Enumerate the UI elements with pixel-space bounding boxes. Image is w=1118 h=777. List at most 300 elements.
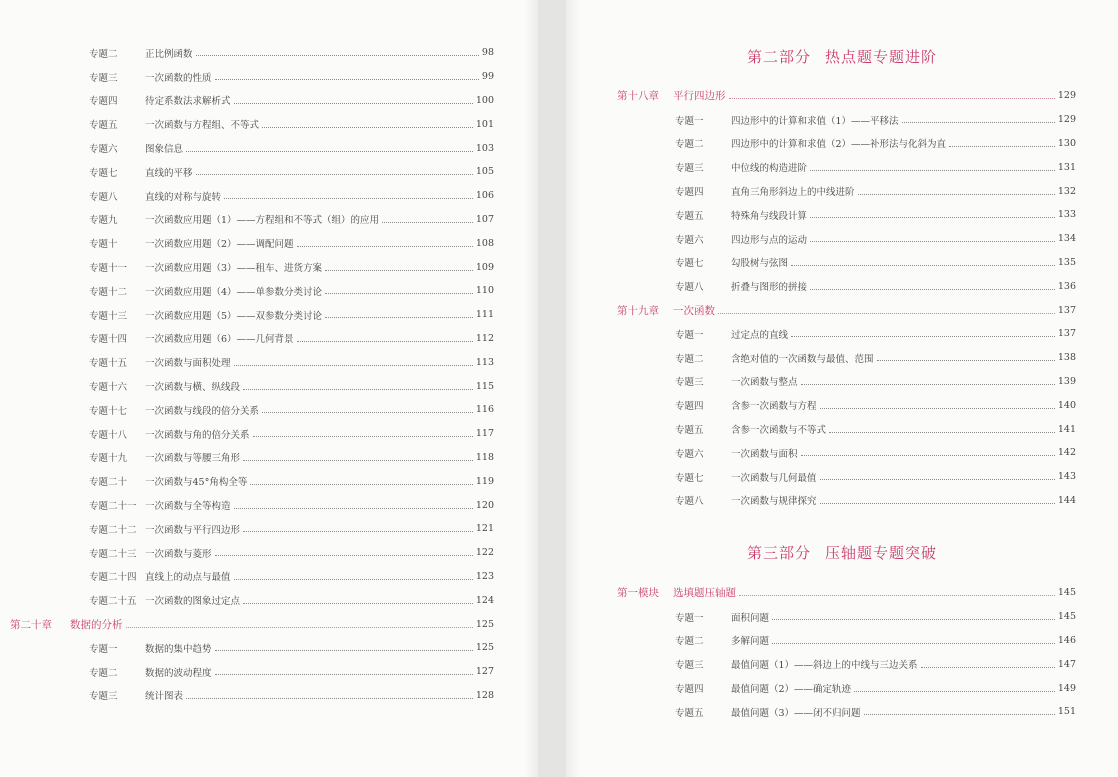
toc-entry-number: 专题二十二	[89, 524, 137, 536]
toc-entry-title: 一次函数	[673, 304, 715, 317]
toc-entry-title: 含参一次函数与不等式	[731, 425, 827, 437]
toc-entry-label	[89, 379, 240, 393]
toc-entry-number: 专题五	[675, 210, 704, 222]
toc-topic-row	[566, 441, 1118, 465]
dot-leader	[234, 508, 473, 509]
toc-entry-number: 专题八	[89, 191, 118, 203]
toc-entry-title: 多解问题	[731, 636, 770, 648]
toc-entry-label	[675, 470, 817, 484]
toc-page-number: 141	[1057, 423, 1076, 435]
toc-entry-label	[89, 308, 322, 322]
toc-entry-title: 特殊角与线段计算	[731, 210, 808, 222]
toc-page-number: 115	[475, 380, 494, 392]
toc-page-number: 147	[1057, 658, 1076, 670]
toc-entry-label	[617, 585, 736, 600]
dot-leader	[215, 674, 473, 675]
toc-entry-label	[89, 403, 259, 417]
toc-topic-row	[0, 112, 538, 136]
toc-entry-label	[89, 593, 240, 607]
toc-page-number: 113	[475, 356, 494, 368]
toc-entry-label	[675, 398, 817, 412]
toc-entry-label	[675, 351, 874, 365]
toc-entry-title: 一次函数的图象过定点	[145, 596, 241, 608]
toc-list-part3	[566, 581, 1118, 724]
toc-page-number: 122	[475, 547, 494, 559]
toc-topic-row	[566, 700, 1118, 724]
toc-topic-row	[0, 41, 538, 65]
dot-leader	[949, 146, 1055, 147]
toc-entry-number: 专题四	[675, 401, 704, 413]
toc-entry-title: 一次函数应用题（4）——单参数分类讨论	[145, 286, 323, 298]
toc-entry-title: 直线的对称与旋转	[145, 191, 222, 203]
dot-leader	[234, 365, 473, 366]
toc-entry-number: 专题三	[89, 691, 118, 703]
dot-leader	[810, 217, 1055, 218]
dot-leader	[253, 436, 473, 437]
toc-entry-label	[89, 355, 231, 369]
toc-page-number: 107	[475, 213, 494, 225]
dot-leader	[791, 336, 1055, 337]
toc-page-number: 140	[1057, 399, 1076, 411]
toc-page-number: 132	[1057, 185, 1076, 197]
toc-entry-number: 专题七	[89, 167, 118, 179]
toc-topic-row	[0, 160, 538, 184]
toc-entry-label	[675, 633, 769, 647]
toc-topic-row	[566, 179, 1118, 203]
toc-entry-title: 一次函数应用题（2）——调配问题	[145, 239, 294, 251]
toc-entry-title: 一次函数与全等构造	[145, 501, 231, 513]
toc-page-number: 129	[1057, 114, 1076, 126]
toc-entry-title: 平行四边形	[673, 90, 726, 103]
dot-leader	[902, 122, 1055, 123]
toc-list-part2	[566, 84, 1118, 512]
toc-page-number: 138	[1057, 352, 1076, 364]
toc-entry-number: 专题十五	[89, 358, 128, 370]
toc-page-number: 124	[475, 594, 494, 606]
dot-leader	[243, 531, 473, 532]
toc-entry-number: 专题二十一	[89, 501, 137, 513]
dot-leader	[196, 174, 473, 175]
toc-entry-number: 专题八	[675, 282, 704, 294]
toc-topic-row	[0, 89, 538, 113]
toc-entry-title: 直线的平移	[145, 167, 193, 179]
dot-leader	[801, 384, 1055, 385]
toc-entry-number: 专题一	[675, 329, 704, 341]
toc-entry-number: 专题二十四	[89, 572, 137, 584]
toc-entry-label	[675, 610, 769, 624]
toc-entry-title: 最值问题（3）——闭不归问题	[731, 707, 861, 719]
dot-leader	[820, 503, 1055, 504]
toc-entry-title: 一次函数与整点	[731, 377, 798, 389]
toc-entry-title: 一次函数与平行四边形	[145, 524, 241, 536]
left-page	[0, 0, 538, 777]
toc-page-number: 125	[475, 618, 494, 630]
dot-leader	[820, 479, 1055, 480]
dot-leader	[297, 246, 473, 247]
toc-chapter-row	[566, 581, 1118, 605]
toc-entry-number: 专题四	[675, 684, 704, 696]
toc-page-number: 133	[1057, 209, 1076, 221]
toc-entry-number: 专题六	[89, 144, 118, 156]
toc-entry-number: 第十八章	[617, 90, 659, 103]
part-title: 第三部分	[746, 544, 811, 562]
toc-entry-title: 最值问题（1）——斜边上的中线与三边关系	[731, 660, 918, 672]
toc-entry-number: 专题十八	[89, 429, 128, 441]
dot-leader	[772, 619, 1055, 620]
toc-entry-number: 专题七	[675, 258, 704, 270]
toc-page-number: 118	[475, 451, 494, 463]
toc-entry-number: 专题二	[675, 139, 704, 151]
toc-entry-title: 一次函数应用题（3）——租车、进货方案	[145, 263, 323, 275]
toc-topic-row	[566, 203, 1118, 227]
toc-entry-title: 一次函数与面积	[731, 448, 798, 460]
toc-entry-label	[10, 617, 123, 632]
toc-topic-row	[0, 469, 538, 493]
toc-entry-number: 专题三	[675, 163, 704, 175]
toc-entry-number: 专题二	[675, 353, 704, 365]
dot-leader	[739, 595, 1055, 596]
toc-page-number: 137	[1057, 328, 1076, 340]
dot-leader	[215, 79, 479, 80]
toc-topic-row	[0, 208, 538, 232]
toc-page-number: 108	[475, 237, 494, 249]
toc-page-number: 128	[475, 689, 494, 701]
toc-topic-row	[566, 393, 1118, 417]
dot-leader	[729, 98, 1055, 99]
toc-list-left	[0, 41, 538, 707]
toc-entry-title: 一次函数与等腰三角形	[145, 453, 241, 465]
toc-entry-label	[89, 546, 212, 560]
toc-entry-number: 专题一	[89, 643, 118, 655]
toc-entry-title: 一次函数与规律探究	[731, 496, 817, 508]
toc-page-number: 105	[475, 166, 494, 178]
dot-leader	[801, 455, 1055, 456]
toc-page-number: 98	[481, 47, 494, 59]
dot-leader	[215, 650, 473, 651]
toc-entry-label	[89, 569, 231, 583]
dot-leader	[810, 241, 1055, 242]
toc-entry-label	[89, 474, 247, 488]
toc-entry-number: 专题二	[89, 667, 118, 679]
toc-topic-row	[0, 184, 538, 208]
toc-entry-label	[89, 141, 183, 155]
toc-topic-row	[0, 684, 538, 708]
toc-topic-row	[566, 465, 1118, 489]
toc-entry-number: 专题七	[675, 472, 704, 484]
toc-topic-row	[566, 417, 1118, 441]
dot-leader	[234, 579, 473, 580]
toc-topic-row	[0, 374, 538, 398]
dot-leader	[126, 627, 473, 628]
dot-leader	[250, 484, 473, 485]
toc-entry-number: 第二十章	[10, 618, 52, 631]
toc-entry-title: 四边形中的计算和求值（2）——补形法与化斜为直	[731, 139, 947, 151]
toc-entry-title: 一次函数与方程组、不等式	[145, 120, 260, 132]
toc-entry-number: 专题六	[675, 448, 704, 460]
toc-page-number: 111	[475, 309, 494, 321]
toc-entry-number: 专题二十五	[89, 596, 137, 608]
toc-entry-label	[675, 184, 855, 198]
toc-entry-title: 数据的集中趋势	[145, 643, 212, 655]
toc-entry-number: 专题十六	[89, 382, 128, 394]
toc-entry-label	[675, 113, 899, 127]
toc-entry-label	[89, 260, 322, 274]
toc-entry-label	[89, 117, 259, 131]
toc-entry-label	[89, 212, 379, 226]
toc-entry-label	[617, 303, 715, 318]
toc-page-number: 121	[475, 523, 494, 535]
toc-page-number: 100	[475, 94, 494, 106]
toc-entry-title: 含参一次函数与方程	[731, 401, 817, 413]
toc-entry-label	[617, 88, 726, 103]
toc-topic-row	[0, 636, 538, 660]
toc-entry-number: 专题五	[675, 707, 704, 719]
toc-entry-title: 数据的波动程度	[145, 667, 212, 679]
toc-topic-row	[566, 251, 1118, 275]
part-heading-3	[566, 542, 1118, 563]
toc-entry-number: 专题四	[675, 187, 704, 199]
dot-leader	[829, 432, 1055, 433]
toc-entry-number: 专题二十	[89, 477, 128, 489]
dot-leader	[921, 667, 1055, 668]
toc-page-number: 131	[1057, 161, 1076, 173]
toc-topic-row	[566, 346, 1118, 370]
toc-entry-title: 正比例函数	[145, 48, 193, 60]
toc-entry-title: 一次函数应用题（6）——几何背景	[145, 334, 294, 346]
toc-topic-row	[566, 155, 1118, 179]
toc-page-number: 139	[1057, 375, 1076, 387]
dot-leader	[854, 691, 1055, 692]
toc-topic-row	[0, 255, 538, 279]
dot-leader	[243, 603, 473, 604]
toc-page-number: 151	[1057, 706, 1076, 718]
toc-entry-label	[89, 46, 193, 60]
dot-leader	[215, 555, 473, 556]
toc-entry-title: 折叠与图形的拼接	[731, 282, 808, 294]
toc-entry-title: 一次函数应用题（1）——方程组和不等式（组）的应用	[145, 215, 380, 227]
dot-leader	[382, 222, 473, 223]
toc-entry-title: 含绝对值的一次函数与最值、范围	[731, 353, 874, 365]
toc-entry-number: 专题五	[675, 425, 704, 437]
part-subtitle: 热点题专题进阶	[825, 48, 938, 66]
toc-page-number: 145	[1057, 611, 1076, 623]
toc-page-number: 123	[475, 570, 494, 582]
toc-topic-row	[0, 65, 538, 89]
toc-entry-label	[89, 284, 322, 298]
toc-page-number: 146	[1057, 634, 1076, 646]
part-subtitle: 压轴题专题突破	[825, 544, 938, 562]
toc-topic-row	[566, 274, 1118, 298]
toc-entry-number: 专题三	[675, 660, 704, 672]
toc-topic-row	[566, 227, 1118, 251]
dot-leader	[810, 289, 1055, 290]
toc-topic-row	[0, 660, 538, 684]
toc-entry-label	[89, 189, 221, 203]
toc-entry-number: 专题十二	[89, 286, 128, 298]
toc-entry-number: 专题三	[675, 377, 704, 389]
toc-chapter-row	[0, 612, 538, 636]
dot-leader	[297, 341, 473, 342]
toc-topic-row	[566, 676, 1118, 700]
toc-entry-title: 待定系数法求解析式	[145, 96, 231, 108]
toc-topic-row	[0, 350, 538, 374]
toc-entry-label	[89, 165, 193, 179]
toc-page-number: 144	[1057, 494, 1076, 506]
toc-entry-label	[89, 641, 212, 655]
toc-page-number: 99	[481, 71, 494, 83]
toc-page-number: 101	[475, 118, 494, 130]
toc-entry-label	[675, 493, 817, 507]
toc-entry-number: 专题十九	[89, 453, 128, 465]
toc-topic-row	[0, 493, 538, 517]
dot-leader	[810, 170, 1055, 171]
toc-entry-label	[675, 255, 788, 269]
toc-entry-label	[675, 374, 798, 388]
toc-topic-row	[0, 588, 538, 612]
toc-page-number: 149	[1057, 682, 1076, 694]
toc-entry-number: 专题二	[675, 636, 704, 648]
toc-entry-number: 专题二十三	[89, 548, 137, 560]
toc-entry-number: 专题八	[675, 496, 704, 508]
right-page	[566, 0, 1118, 777]
toc-entry-title: 一次函数与角的倍分关系	[145, 429, 250, 441]
toc-entry-label	[675, 446, 798, 460]
toc-page-number: 117	[475, 428, 494, 440]
toc-entry-title: 面积问题	[731, 612, 770, 624]
toc-entry-label	[675, 705, 861, 719]
dot-leader	[772, 643, 1055, 644]
dot-leader	[325, 293, 473, 294]
toc-entry-number: 专题三	[89, 72, 118, 84]
dot-leader	[243, 460, 473, 461]
toc-entry-number: 专题四	[89, 96, 118, 108]
toc-entry-title: 统计图表	[145, 691, 184, 703]
dot-leader	[325, 270, 473, 271]
toc-chapter-row	[566, 84, 1118, 108]
toc-topic-row	[0, 327, 538, 351]
toc-entry-label	[89, 236, 294, 250]
toc-entry-title: 数据的分析	[70, 618, 123, 631]
toc-entry-label	[675, 136, 946, 150]
toc-page-number: 135	[1057, 256, 1076, 268]
toc-topic-row	[0, 422, 538, 446]
dot-leader	[196, 55, 479, 56]
toc-entry-title: 一次函数的性质	[145, 72, 212, 84]
toc-entry-label	[675, 327, 788, 341]
toc-entry-number: 专题五	[89, 120, 118, 132]
toc-entry-number: 专题十一	[89, 263, 128, 275]
dot-leader	[234, 103, 473, 104]
toc-topic-row	[566, 370, 1118, 394]
toc-page-number: 103	[475, 142, 494, 154]
toc-entry-number: 专题一	[675, 115, 704, 127]
toc-entry-title: 一次函数与菱形	[145, 548, 212, 560]
toc-topic-row	[566, 629, 1118, 653]
toc-topic-row	[0, 541, 538, 565]
dot-leader	[820, 408, 1055, 409]
toc-entry-label	[89, 93, 231, 107]
dot-leader	[262, 412, 473, 413]
toc-topic-row	[0, 279, 538, 303]
toc-page-number: 119	[475, 475, 494, 487]
toc-page-number: 112	[475, 332, 494, 344]
toc-page-number: 129	[1057, 90, 1076, 102]
toc-entry-title: 过定点的直线	[731, 329, 789, 341]
toc-entry-number: 专题十七	[89, 405, 128, 417]
toc-entry-label	[89, 450, 240, 464]
toc-topic-row	[0, 231, 538, 255]
toc-entry-title: 图象信息	[145, 144, 184, 156]
toc-entry-label	[675, 657, 918, 671]
toc-entry-title: 一次函数应用题（5）——双参数分类讨论	[145, 310, 323, 322]
dot-leader	[186, 151, 473, 152]
toc-entry-label	[675, 422, 826, 436]
toc-page-number: 127	[475, 666, 494, 678]
dot-leader	[243, 389, 473, 390]
toc-page-number: 134	[1057, 233, 1076, 245]
toc-entry-label	[89, 331, 294, 345]
toc-entry-title: 一次函数与面积处理	[145, 358, 231, 370]
toc-entry-number: 专题六	[675, 234, 704, 246]
toc-topic-row	[566, 132, 1118, 156]
toc-page-number: 142	[1057, 447, 1076, 459]
toc-entry-label	[89, 498, 231, 512]
toc-page-number: 109	[475, 261, 494, 273]
toc-page-number: 145	[1057, 587, 1076, 599]
toc-topic-row	[0, 565, 538, 589]
toc-topic-row	[0, 398, 538, 422]
toc-page-number: 143	[1057, 471, 1076, 483]
toc-topic-row	[0, 303, 538, 327]
toc-topic-row	[566, 605, 1118, 629]
toc-entry-title: 一次函数与横、纵线段	[145, 382, 241, 394]
dot-leader	[325, 317, 473, 318]
toc-entry-title: 直角三角形斜边上的中线进阶	[731, 187, 855, 199]
toc-entry-label	[675, 160, 807, 174]
toc-entry-title: 一次函数与45°角构全等	[145, 477, 248, 489]
toc-entry-title: 一次函数与几何最值	[731, 472, 817, 484]
toc-topic-row	[566, 652, 1118, 676]
dot-leader	[224, 198, 473, 199]
dot-leader	[262, 127, 473, 128]
toc-entry-label	[89, 665, 212, 679]
toc-entry-number: 专题十四	[89, 334, 128, 346]
toc-topic-row	[566, 489, 1118, 513]
toc-entry-title: 最值问题（2）——确定轨迹	[731, 684, 852, 696]
toc-page-number: 130	[1057, 137, 1076, 149]
toc-entry-title: 中位线的构造进阶	[731, 163, 808, 175]
toc-page-number: 120	[475, 499, 494, 511]
toc-entry-label	[675, 208, 807, 222]
toc-topic-row	[0, 446, 538, 470]
toc-entry-label	[89, 427, 250, 441]
toc-page-number: 136	[1057, 280, 1076, 292]
toc-topic-row	[566, 322, 1118, 346]
toc-topic-row	[0, 517, 538, 541]
toc-entry-number: 专题九	[89, 215, 118, 227]
dot-leader	[791, 265, 1055, 266]
toc-page-number: 137	[1057, 304, 1076, 316]
toc-page-number: 116	[475, 404, 494, 416]
dot-leader	[877, 360, 1055, 361]
toc-entry-title: 选填题压轴题	[673, 587, 736, 600]
toc-entry-label	[89, 70, 212, 84]
toc-entry-label	[675, 279, 807, 293]
toc-topic-row	[0, 136, 538, 160]
toc-entry-label	[675, 681, 851, 695]
toc-entry-title: 四边形与点的运动	[731, 234, 808, 246]
toc-entry-label	[89, 522, 240, 536]
